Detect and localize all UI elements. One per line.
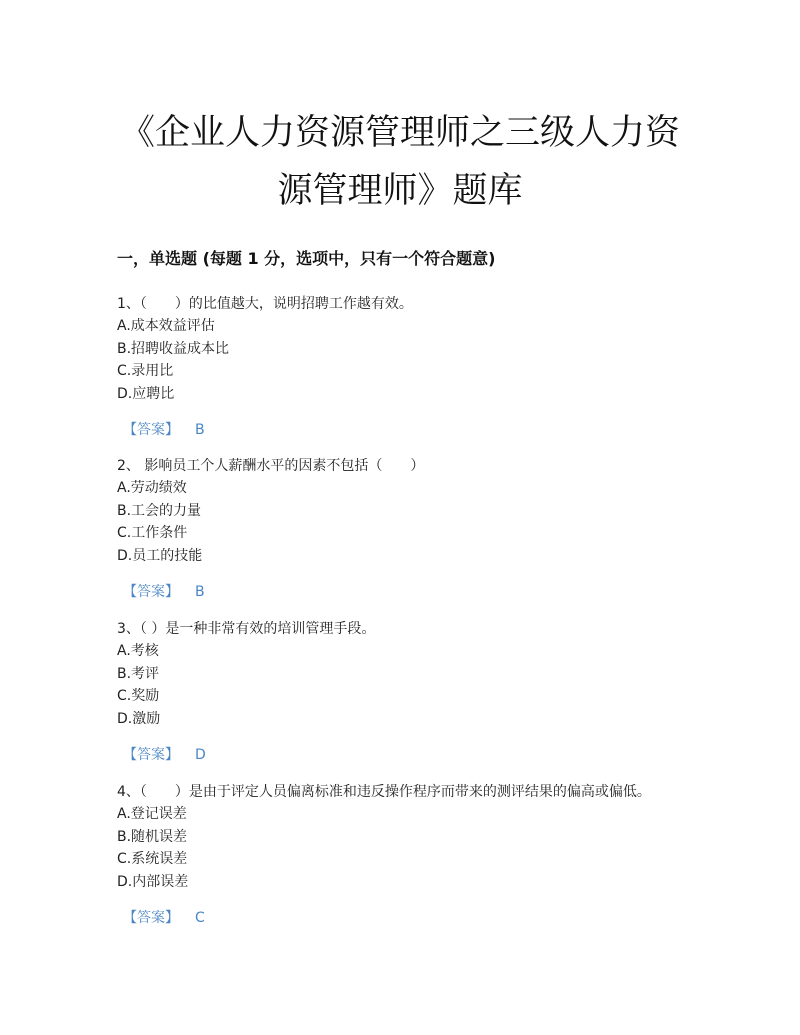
answer-label: 【答案】 [123, 747, 179, 763]
answer-label: 【答案】 [123, 422, 179, 438]
option-c: C.工作条件 [117, 525, 188, 541]
option-a: A.考核 [117, 643, 159, 659]
option-d: D.激励 [117, 710, 161, 727]
answer-label: 【答案】 [123, 910, 179, 926]
option-d: D.员工的技能 [117, 547, 203, 564]
option-c: C.奖励 [117, 688, 160, 704]
question-stem: 3、（ ）是一种非常有效的培训管理手段。 [117, 621, 376, 637]
option-d: D.应聘比 [117, 385, 175, 402]
option-c: C.系统误差 [117, 851, 188, 867]
option-b: B.招聘收益成本比 [117, 340, 230, 357]
answer-line [117, 419, 413, 441]
answer-value: B [195, 422, 205, 438]
option-b: B.工会的力量 [117, 502, 202, 519]
section-heading: 一，单选题 (每题 1 分，选项中，只有一个符合题意) [117, 249, 496, 268]
option-b: B.考评 [117, 665, 160, 682]
question-block [117, 781, 651, 929]
answer-value: C [195, 910, 205, 926]
option-a: A.劳动绩效 [117, 480, 187, 496]
title-line-2: 源管理师》题库 [277, 171, 523, 211]
option-a: A.登记误差 [117, 806, 187, 822]
answer-value: B [195, 584, 205, 600]
option-c: C.录用比 [117, 363, 174, 379]
question-stem: 1、（ ）的比值越大，说明招聘工作越有效。 [117, 296, 413, 312]
answer-line [117, 744, 375, 766]
option-a: A.成本效益评估 [117, 318, 215, 334]
question-block [117, 293, 413, 441]
answer-line [117, 581, 424, 603]
answer-label: 【答案】 [123, 584, 179, 600]
document-title [0, 104, 800, 220]
question-stem: 4、（ ）是由于评定人员偏离标准和违反操作程序而带来的测评结果的偏高或偏低。 [117, 784, 651, 800]
option-d: D.内部误差 [117, 873, 189, 890]
option-b: B.随机误差 [117, 828, 188, 845]
answer-line [117, 907, 651, 929]
question-stem: 2、 影响员工个人薪酬水平的因素不包括（ ） [117, 458, 425, 474]
title-line-1: 《企业人力资源管理师之三级人力资 [119, 113, 680, 153]
question-block [117, 618, 375, 766]
answer-value: D [195, 747, 206, 763]
question-block [117, 455, 424, 603]
